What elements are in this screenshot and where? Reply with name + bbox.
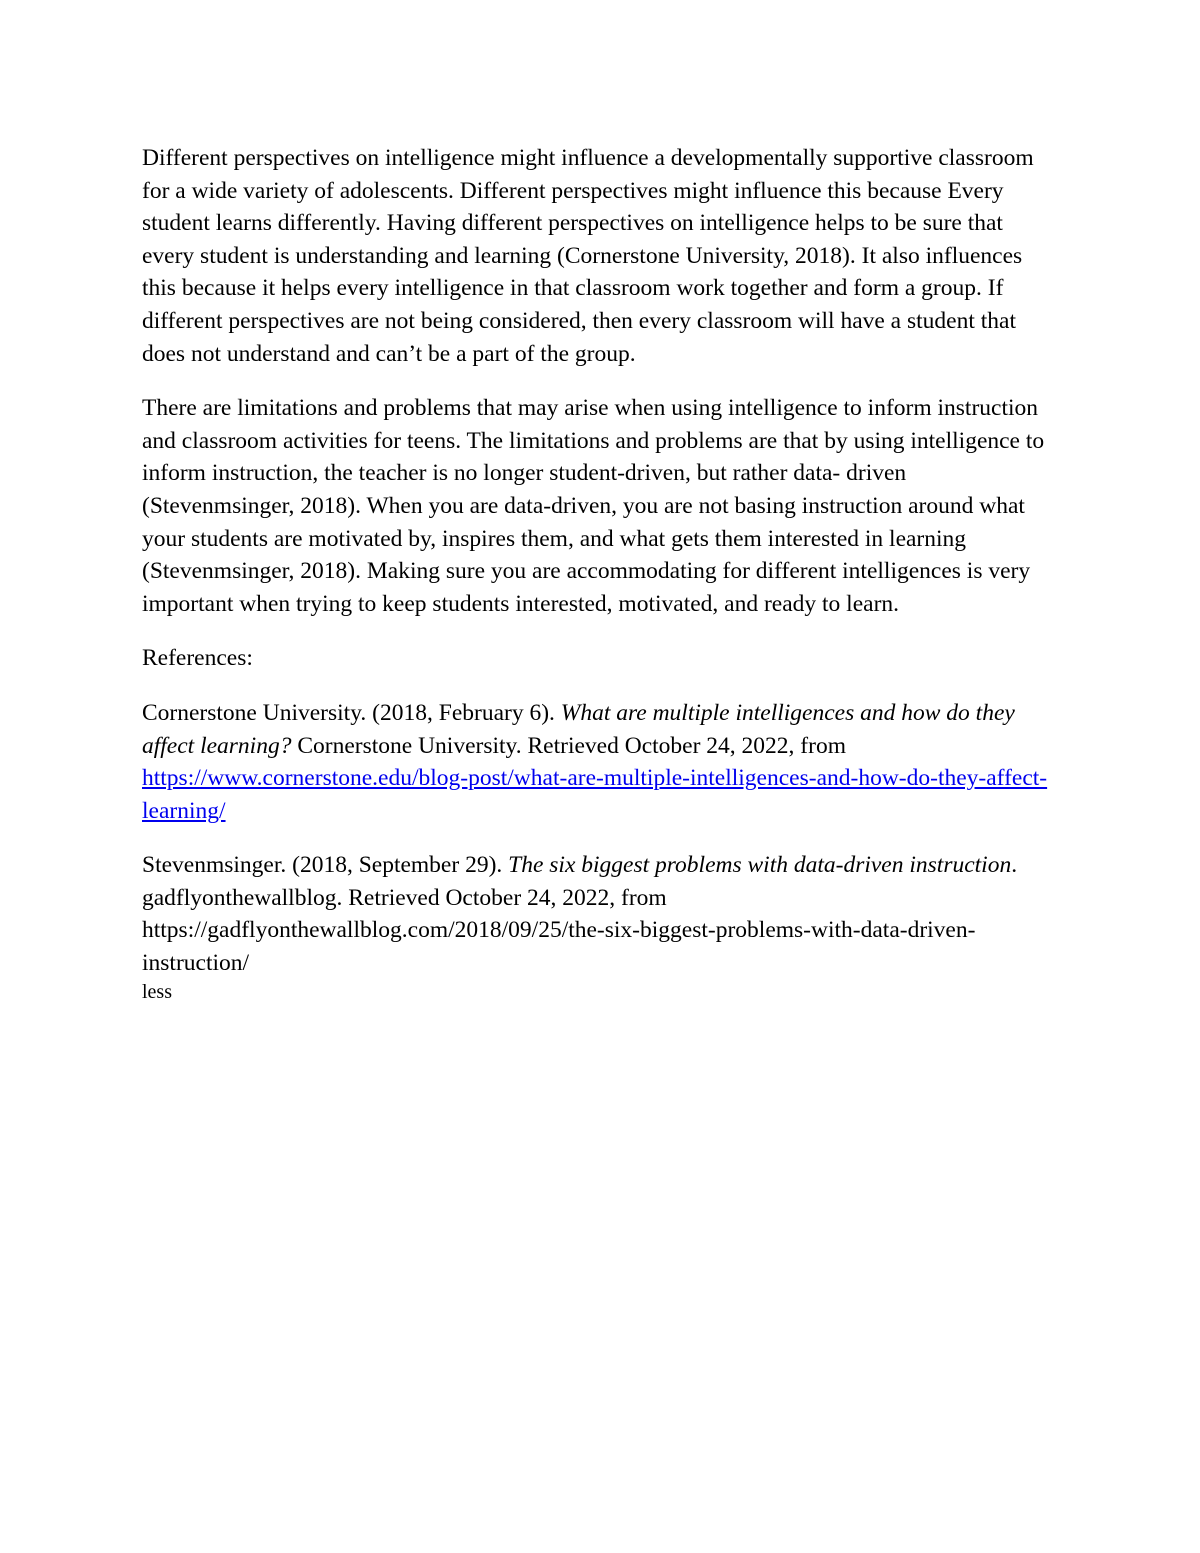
reference-2-title: The six biggest problems with data-driven instruction <box>508 852 1012 879</box>
less-label: less <box>142 980 172 1003</box>
reference-1-lead: Cornerstone University. (2018, February 6). <box>142 699 561 726</box>
reference-1-link[interactable]: https://www.cornerstone.edu/blog-post/what-are-multiple-intelligences-and-how-do-they-affect-learning/ <box>142 765 1048 824</box>
reference-1-tail: Cornerstone University. Retrieved October 24, 2022, from <box>291 732 846 759</box>
reference-2-tail: . gadflyonthewallblog. Retrieved October 24, 2022, from https://gadflyonthewallblog.com/2018/09/25/the-six-biggest-problems-with-data-driven-instruction/ <box>142 852 1018 977</box>
reference-2-lead: Stevenmsinger. (2018, September 29). <box>142 852 509 879</box>
body-paragraph-2: There are limitations and problems that may arise when using intelligence to inform instruction and classroom activities for teens. The limitations and problems are that by using intelligence to inform instruction, the teacher is no longer student-driven, but rather data- driven (Stevenmsinger, 2018). When you are data-driven, you are not basing instruction around what your students are motivated by, inspires them, and what gets them interested in learning (Stevenmsinger, 2018). Making sure you are accommodating for different intelligences is very important when trying to keep students interested, motivated, and ready to learn. <box>142 395 1045 617</box>
body-paragraph-1: Different perspectives on intelligence might influence a developmentally supportive classroom for a wide variety of adolescents. Different perspectives might influence this because Every student learns differently. Having different perspectives on intelligence helps to be sure that every student is understanding and learning (Cornerstone University, 2018). It also influences this because it helps every intelligence in that classroom work together and form a group. If different perspectives are not being considered, then every classroom will have a student that does not understand and can’t be a part of the group. <box>142 145 1034 367</box>
reference-item-1 <box>142 697 1058 827</box>
document-page <box>142 142 1058 1004</box>
reference-item-2 <box>142 849 1058 979</box>
references-heading: References: <box>142 645 253 672</box>
reference-1-title: What are multiple intelligences and how do they affect learning? <box>142 699 1015 759</box>
